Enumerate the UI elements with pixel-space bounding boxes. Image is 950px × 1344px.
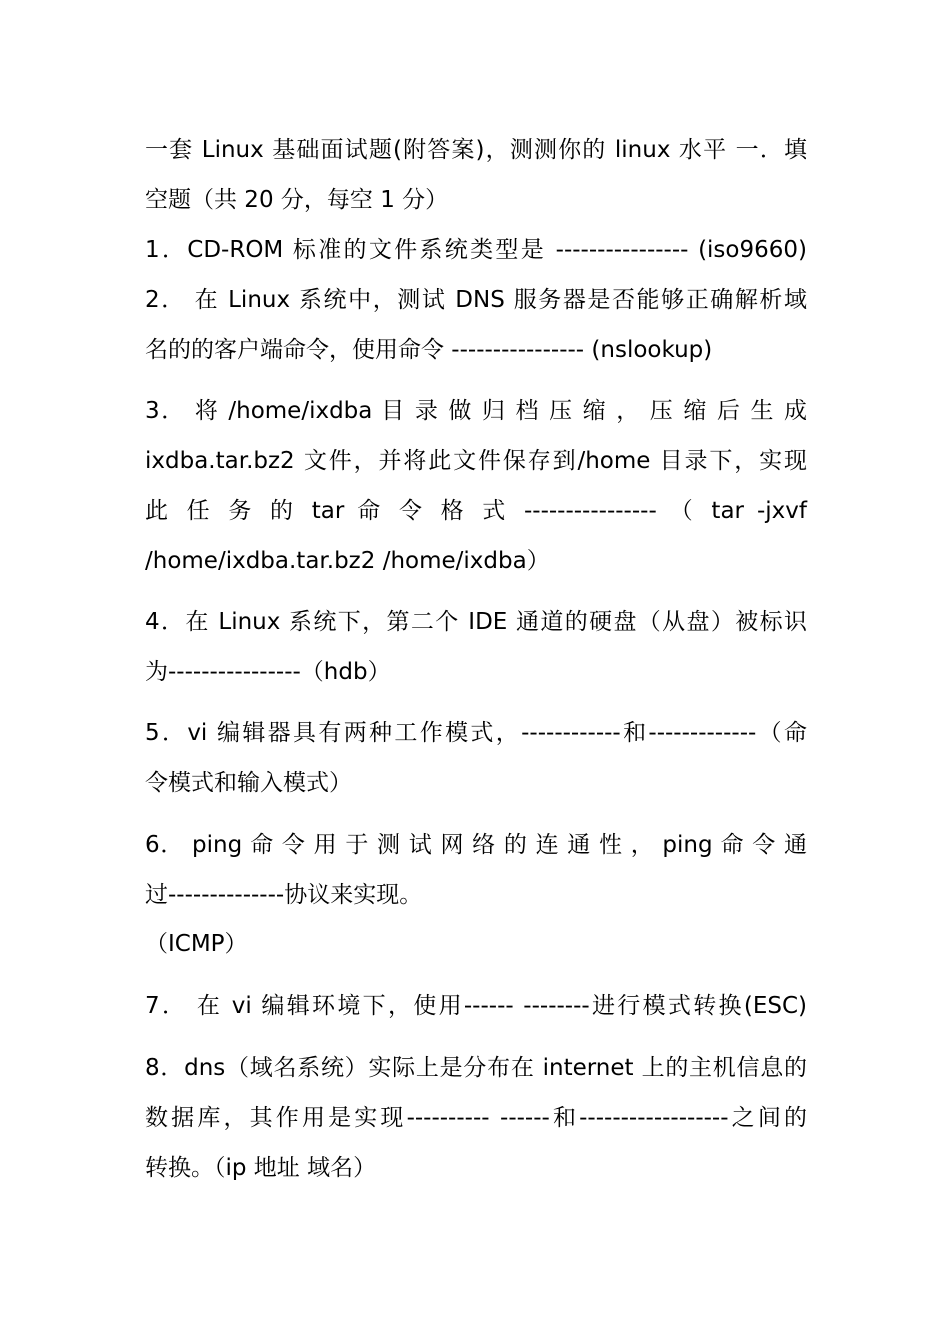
question-8-line-1: 8．dns（域名系统）实际上是分布在 internet 上的主机信息的 [145,1055,807,1081]
question-3-line-2: ixdba.tar.bz2 文件，并将此文件保存到/home 目录下，实现 [145,448,807,474]
question-1 [145,225,807,275]
intro-line-2: 空题（共 20 分，每空 1 分） [145,187,449,213]
question-3 [145,386,807,586]
question-8 [145,1043,807,1193]
question-6 [145,820,807,968]
question-3-line-3: 此 任 务 的 tar 命 令 格 式 ---------------- （ tar -jxvf [145,498,807,524]
question-3-line-1: 3． 将 /home/ixdba 目 录 做 归 档 压 缩 ， 压 缩 后 生 成 [145,398,807,424]
question-7-line: 7． 在 vi 编辑环境下，使用------ --------进行模式转换(ESC) [145,993,807,1019]
question-5-line-1: 5．vi 编辑器具有两种工作模式，------------和-------------（命 [145,720,807,746]
question-2-line-2: 名的的客户端命令，使用命令 ---------------- (nslookup) [145,337,713,363]
question-8-line-2: 数据库，其作用是实现---------- ------和------------------之间的 [145,1105,807,1131]
question-7 [145,981,807,1031]
question-5-line-2: 令模式和输入模式） [145,770,352,796]
intro-line-1: 一套 Linux 基础面试题(附答案)，测测你的 linux 水平 一．填 [145,137,807,163]
intro-paragraph [145,125,807,225]
question-4-line-2: 为----------------（hdb） [145,659,391,685]
question-6-line-1: 6． ping 命 令 用 于 测 试 网 络 的 连 通 性 ， ping 命 令 通 [145,832,807,858]
question-8-line-3: 转换。（ip 地址 域名） [145,1155,377,1181]
question-4-line-1: 4．在 Linux 系统下，第二个 IDE 通道的硬盘（从盘）被标识 [145,609,807,635]
question-2-line-1: 2． 在 Linux 系统中，测试 DNS 服务器是否能够正确解析域 [145,287,807,313]
question-4 [145,597,807,697]
question-6-line-2: 过--------------协议来实现。 [145,882,423,908]
question-5 [145,708,807,808]
question-2 [145,275,807,375]
question-1-line: 1．CD-ROM 标准的文件系统类型是 ---------------- (iso9660) [145,237,807,263]
question-6-line-3: （ICMP） [145,931,248,957]
question-3-line-4: /home/ixdba.tar.bz2 /home/ixdba） [145,548,550,574]
